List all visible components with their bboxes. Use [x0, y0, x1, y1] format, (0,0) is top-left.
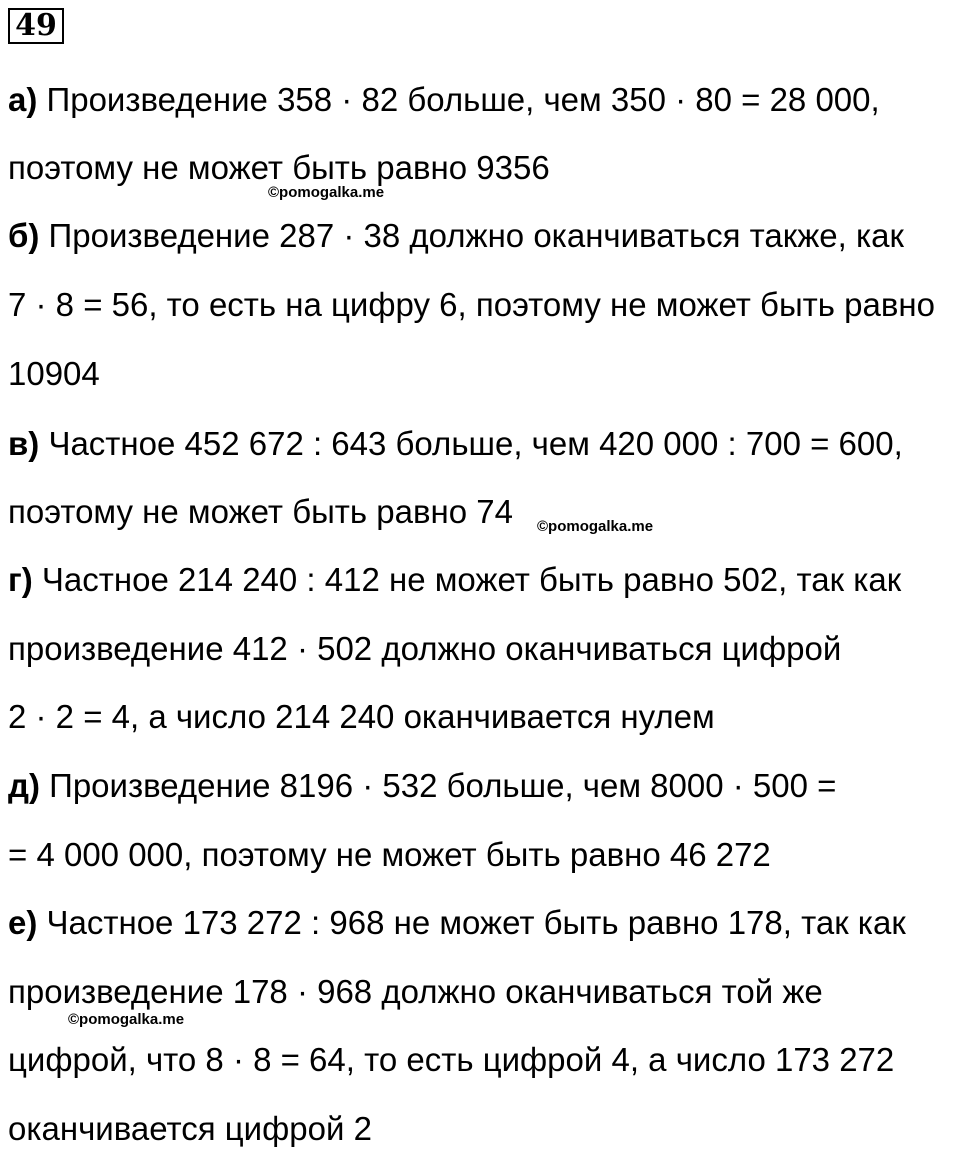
- part-label-d: д): [8, 767, 40, 804]
- solution-line-e: [8, 903, 906, 943]
- solution-text: Произведение 8196 · 532 больше, чем 8000 · 500 =: [39, 767, 837, 804]
- solution-text: = 4 000 000, поэтому не может быть равно 46 272: [8, 836, 771, 873]
- solution-line: [8, 354, 100, 394]
- part-label-g: г): [8, 561, 33, 598]
- solution-line-d: [8, 766, 836, 806]
- part-label-e: е): [8, 904, 38, 941]
- solution-text: поэтому не может быть равно 74: [8, 493, 513, 530]
- solution-line: [8, 1040, 894, 1080]
- part-label-a: а): [8, 81, 38, 118]
- solution-text: поэтому не может быть равно 9356: [8, 149, 550, 186]
- solution-line-b: [8, 216, 904, 256]
- solution-text: цифрой, что 8 · 8 = 64, то есть цифрой 4, а число 173 272: [8, 1041, 895, 1078]
- solution-line-g: [8, 560, 901, 600]
- solution-text: произведение 178 · 968 должно оканчиваться той же: [8, 973, 823, 1010]
- solution-text: Произведение 358 · 82 больше, чем 350 · 80 = 28 000,: [37, 81, 880, 118]
- solution-line: [8, 148, 550, 188]
- solution-text: оканчивается цифрой 2: [8, 1110, 372, 1147]
- solution-text: 10904: [8, 355, 100, 392]
- solution-line-a: [8, 80, 880, 120]
- solution-line: [8, 285, 935, 325]
- solution-line: [8, 835, 771, 875]
- solution-text: Частное 452 672 : 643 больше, чем 420 000 : 700 = 600,: [39, 425, 903, 462]
- solution-line: [8, 1109, 372, 1149]
- part-label-v: в): [8, 425, 40, 462]
- task-number-box: 49: [8, 8, 64, 44]
- solution-line: [8, 972, 823, 1012]
- solution-text: 7 · 8 = 56, то есть на цифру 6, поэтому не может быть равно: [8, 286, 935, 323]
- solution-text: 2 · 2 = 4, а число 214 240 оканчивается нулем: [8, 698, 715, 735]
- watermark-text: ©pomogalka.me: [268, 184, 385, 201]
- watermark-text: ©pomogalka.me: [537, 518, 654, 535]
- part-label-b: б): [8, 217, 40, 254]
- solution-text: Частное 214 240 : 412 не может быть равно 502, так как: [32, 561, 902, 598]
- solution-line: [8, 492, 513, 532]
- solution-text: Произведение 287 · 38 должно оканчиваться также, как: [39, 217, 904, 254]
- solution-text: Частное 173 272 : 968 не может быть равно 178, так как: [37, 904, 906, 941]
- solution-line-v: [8, 424, 903, 464]
- solution-text: произведение 412 · 502 должно оканчиваться цифрой: [8, 630, 842, 667]
- solution-line: [8, 629, 841, 669]
- solution-line: [8, 697, 715, 737]
- watermark-text: ©pomogalka.me: [68, 1011, 185, 1028]
